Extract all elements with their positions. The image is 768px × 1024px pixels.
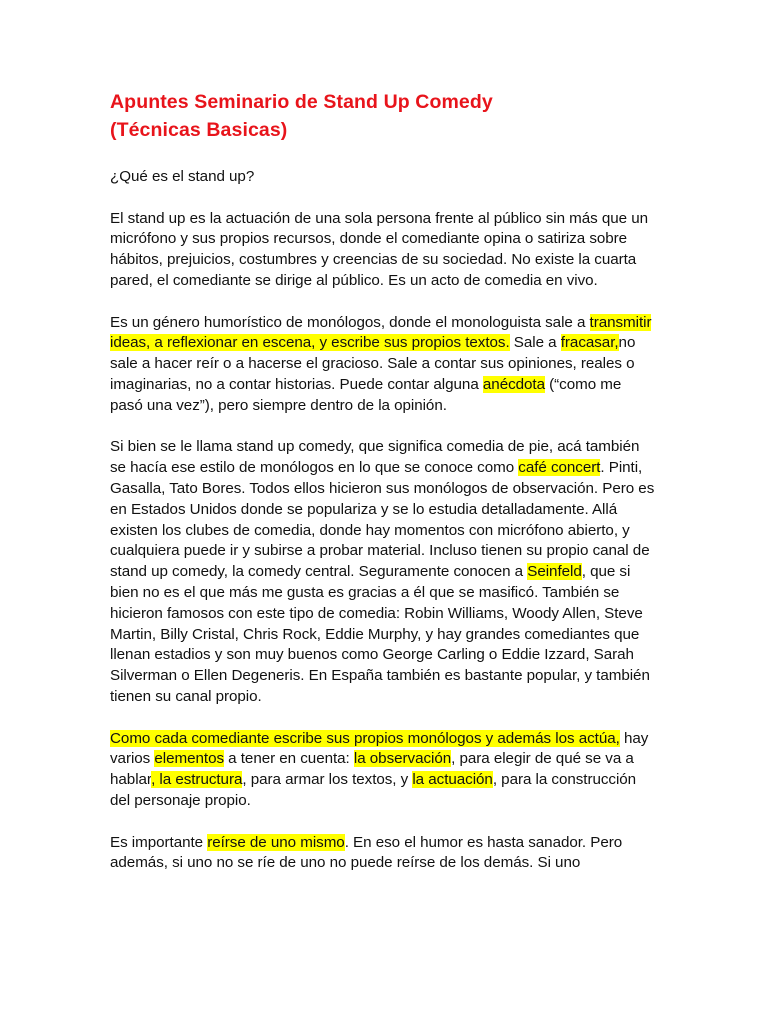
text-run: Si bien se le llama stand up comedy, que significa comedia de pie, acá también se hacía ese estilo de monólogos en lo que se conoce como [110, 438, 640, 477]
text-run: Sale a [509, 334, 561, 352]
paragraph-self-humor [110, 833, 658, 875]
highlighted-text: la observación [353, 750, 452, 768]
highlighted-text: anécdota [482, 375, 545, 393]
highlighted-text: , la estructura [151, 771, 243, 789]
paragraph-definition: El stand up es la actuación de una sola persona frente al público sin más que un micrófono y sus propios recursos, donde el comediante opina o satiriza sobre hábitos, prejuicios, costumbres y creencias de su sociedad. No existe la cuarta pared, el comediante se dirige al público. Es un acto de comedia en vivo. [110, 209, 649, 289]
text-run: , que si bien no es el que más me gusta es gracias a él que se masificó. También se hicieron famosos con este tipo de comedia: Robin Williams, Woody Allen, Steve Martin, Billy Cristal, Chris Rock, Eddie Murphy, y hay grandes comediantes que llenan estadios y son muy buenos como George Carling o Eddie Izzard, Sarah Silverman o Ellen Degeneris. En España también es bastante popular, y también tienen su canal propio. [110, 563, 650, 705]
paragraph-history [110, 437, 658, 707]
highlighted-text: transmitir ideas, a reflexionar en escena, y escribe sus propios textos. [110, 313, 652, 352]
text-run: a tener en cuenta: [224, 750, 354, 768]
text-run: Es importante [110, 833, 208, 851]
highlighted-text: Seinfeld [527, 563, 582, 581]
text-run: , para la construcción del personaje propio. [110, 771, 637, 809]
text-run: , para elegir de qué se va a hablar [110, 750, 634, 789]
document-title [110, 88, 658, 144]
text-run: Es un género humorístico de monólogos, donde el monologuista sale a [110, 313, 590, 331]
highlighted-text: la actuación [412, 771, 493, 789]
highlighted-text: reírse de uno mismo [207, 833, 345, 851]
highlighted-text: café concert [518, 459, 601, 477]
text-run: hay varios [110, 729, 649, 768]
text-run: . Pinti, Gasalla, Tato Bores. Todos ellos hicieron sus monólogos de observación. Pero es en Estados Unidos donde se populariza y se lo estudia detalladamente. Allá existen los clubes de comedia, donde hay momentos con micrófono abierto, y cualquiera puede ir y subirse a probar material. Incluso tienen su propio canal de stand up comedy, la comedy central. Seguramente conocen a [110, 459, 655, 581]
text-run: (“como me pasó una vez”), pero siempre dentro de la opinión. [110, 375, 622, 414]
text-run: . En eso el humor es hasta sanador. Pero además, si uno no se ríe de uno no puede reírse de los demás. Si uno [110, 833, 623, 872]
highlighted-text: elementos [154, 750, 225, 768]
highlighted-text: fracasar, [560, 334, 619, 352]
text-run: , para armar los textos, y [242, 771, 413, 789]
question-heading: ¿Qué es el stand up? [110, 168, 255, 185]
paragraph-elements [110, 729, 658, 812]
document-page [110, 88, 658, 874]
text-run: no sale a hacer reír o a hacerse el gracioso. Sale a contar sus opiniones, reales o imaginarias, no a contar historias. Puede contar alguna [110, 334, 636, 393]
paragraph-genre [110, 313, 658, 417]
title-line-2: (Técnicas Basicas) [110, 119, 288, 141]
title-line-1: Apuntes Seminario de Stand Up Comedy [110, 91, 493, 113]
highlighted-text: Como cada comediante escribe sus propios monólogos y además los actúa, [110, 729, 620, 747]
